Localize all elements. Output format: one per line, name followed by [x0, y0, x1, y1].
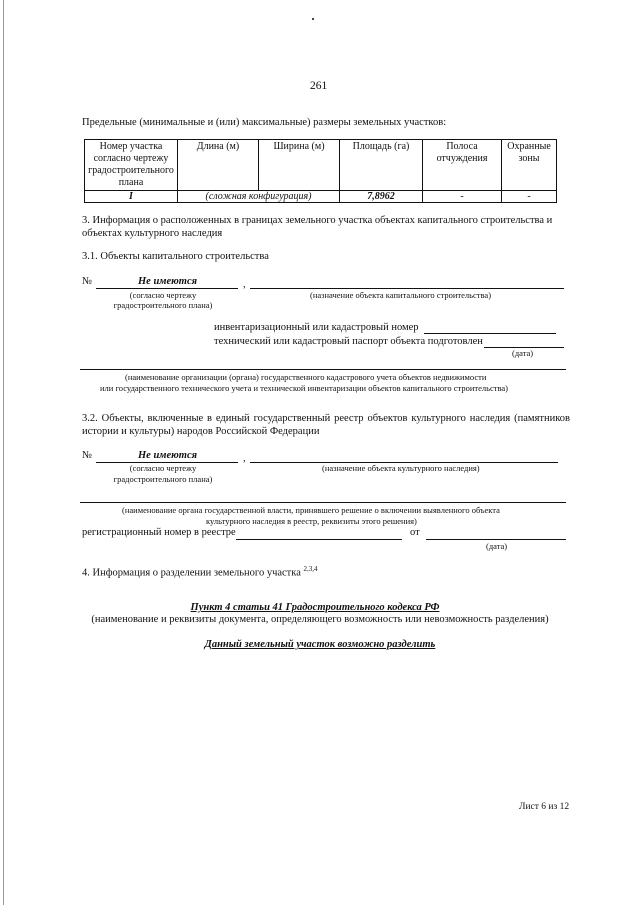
purpose-hint: (назначение объекта капитального строительства) — [310, 290, 492, 300]
scan-edge — [3, 0, 4, 905]
table-header-cell: Полоса отчуждения — [423, 140, 502, 191]
reg-line — [236, 539, 402, 540]
cs-number-value: Не имеются — [138, 276, 198, 287]
scan-speck — [312, 18, 314, 20]
section-3-2-heading-2: истории и культуры) народов Российской Федерации — [82, 426, 320, 437]
comma: , — [243, 453, 246, 464]
table-header-cell: Длина (м) — [178, 140, 259, 191]
organ-line — [80, 502, 566, 503]
section-3-2-heading-1: 3.2. Объекты, включенные в единый государственный реестр объектов культурного наследия (памятников — [82, 413, 570, 424]
ch-number-value: Не имеются — [138, 450, 198, 461]
section-4-heading — [82, 565, 318, 579]
org-line — [80, 369, 566, 370]
sizes-table — [84, 139, 557, 203]
passport-label: технический или кадастровый паспорт объекта подготовлен — [214, 336, 483, 347]
number-sign: № — [82, 450, 93, 461]
section-4-heading-sup: 2,3,4 — [303, 565, 318, 573]
table-cell: I — [85, 191, 178, 203]
sizes-heading: Предельные (минимальные и (или) максимальные) размеры земельных участков: — [82, 117, 447, 128]
sheet-number: Лист 6 из 12 — [519, 802, 570, 812]
table-cell: - — [502, 191, 557, 203]
inventory-line — [424, 333, 556, 334]
table-header-row — [85, 140, 557, 191]
page-number: 261 — [310, 80, 328, 92]
reg-date-line — [426, 539, 566, 540]
reg-label: регистрационный номер в реестре — [82, 527, 236, 538]
comma: , — [243, 279, 246, 290]
division-conclusion: Данный земельный участок возможно разделить — [204, 639, 436, 650]
table-header-cell: Охранные зоны — [502, 140, 557, 191]
document-hint: (наименование и реквизиты документа, определяющего возможность или невозможность разделения) — [91, 614, 549, 625]
inventory-label: инвентаризационный или кадастровый номер — [214, 322, 419, 333]
table-cell: (сложная конфигурация) — [178, 191, 340, 203]
number-line — [96, 288, 238, 289]
date-hint: (дата) — [486, 541, 508, 551]
hint-left-2: градостроительного плана) — [113, 300, 213, 310]
table-header-cell: Площадь (га) — [340, 140, 423, 191]
org-hint-2: или государственного технического учета и технической инвентаризации объектов капитального строительства) — [100, 383, 509, 393]
document-reference: Пункт 4 статьи 41 Градостроительного кодекса РФ — [190, 602, 440, 613]
hint-left-2: градостроительного плана) — [113, 474, 213, 484]
hint-left-1: (согласно чертежу — [129, 290, 197, 300]
table-header-cell: Ширина (м) — [259, 140, 340, 191]
section-3-1-heading: 3.1. Объекты капитального строительства — [82, 251, 269, 262]
table-cell: - — [423, 191, 502, 203]
section-4-heading-text: 4. Информация о разделении земельного участка — [82, 567, 301, 579]
purpose-hint: (назначение объекта культурного наследия) — [322, 463, 480, 473]
organ-hint-1: (наименование органа государственной власти, принявшего решение о включении выявленного объекта — [122, 505, 500, 515]
purpose-line — [250, 288, 564, 289]
hint-left-1: (согласно чертежу — [129, 463, 197, 473]
table-row — [85, 191, 557, 203]
date-hint: (дата) — [512, 348, 534, 358]
table-header-cell: Номер участка согласно чертежу градостроительного плана — [85, 140, 178, 191]
org-hint-1: (наименование организации (органа) государственного кадастрового учета объектов недвижимости — [125, 372, 487, 382]
number-sign: № — [82, 276, 93, 287]
section-3-heading: 3. Информация о расположенных в границах земельного участка объектах капитального строительства и объектах культурного наследия — [82, 215, 553, 239]
from-label: от — [410, 527, 420, 538]
table-cell: 7,8962 — [340, 191, 423, 203]
organ-hint-2: культурного наследия в реестр, реквизиты этого решения) — [206, 516, 417, 526]
